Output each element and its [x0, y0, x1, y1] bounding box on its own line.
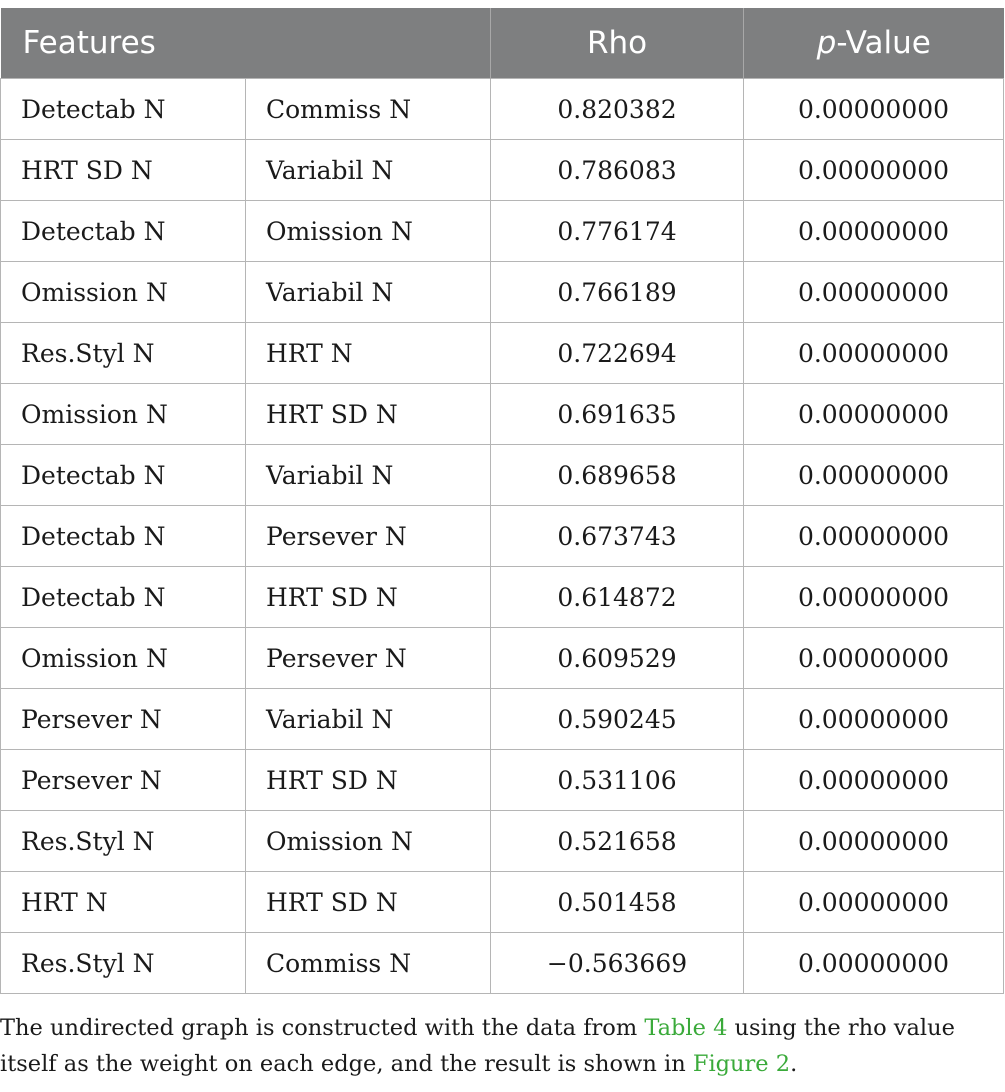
p-value-cell: 0.00000000 [744, 384, 1004, 445]
rho-cell: 0.776174 [491, 201, 744, 262]
p-value-cell: 0.00000000 [744, 201, 1004, 262]
feature-a-cell: Detectab N [1, 201, 246, 262]
p-value-cell: 0.00000000 [744, 689, 1004, 750]
table-row [1, 567, 1004, 628]
header-features: Features [1, 8, 491, 79]
feature-b-cell: Persever N [246, 506, 491, 567]
p-value-cell: 0.00000000 [744, 445, 1004, 506]
rho-cell: 0.722694 [491, 323, 744, 384]
feature-b-cell: HRT SD N [246, 567, 491, 628]
p-value-cell: 0.00000000 [744, 750, 1004, 811]
p-value-cell: 0.00000000 [744, 79, 1004, 140]
feature-a-cell: Detectab N [1, 567, 246, 628]
table-4-link[interactable]: Table 4 [644, 1015, 728, 1041]
p-value-cell: 0.00000000 [744, 567, 1004, 628]
rho-cell: 0.766189 [491, 262, 744, 323]
feature-b-cell: HRT N [246, 323, 491, 384]
p-value-cell: 0.00000000 [744, 811, 1004, 872]
table-row [1, 384, 1004, 445]
caption-text-2: using the rho value itself as the weight on each edge, and the result is shown in [0, 1015, 955, 1077]
rho-cell: 0.689658 [491, 445, 744, 506]
p-value-cell: 0.00000000 [744, 506, 1004, 567]
rho-cell: 0.786083 [491, 140, 744, 201]
header-p-italic: p [816, 25, 837, 61]
p-value-cell: 0.00000000 [744, 872, 1004, 933]
p-value-cell: 0.00000000 [744, 933, 1004, 994]
feature-a-cell: Res.Styl N [1, 323, 246, 384]
feature-b-cell: HRT SD N [246, 750, 491, 811]
table-row [1, 750, 1004, 811]
feature-a-cell: Persever N [1, 750, 246, 811]
feature-b-cell: Commiss N [246, 79, 491, 140]
header-rho: Rho [491, 8, 744, 79]
table-caption [0, 1010, 1000, 1082]
rho-cell: 0.590245 [491, 689, 744, 750]
rho-cell: 0.531106 [491, 750, 744, 811]
feature-b-cell: Commiss N [246, 933, 491, 994]
table-row [1, 872, 1004, 933]
table-row [1, 689, 1004, 750]
feature-b-cell: Variabil N [246, 262, 491, 323]
feature-a-cell: Detectab N [1, 445, 246, 506]
rho-cell: 0.820382 [491, 79, 744, 140]
rho-cell: 0.521658 [491, 811, 744, 872]
table-row [1, 445, 1004, 506]
table-row [1, 79, 1004, 140]
feature-b-cell: Variabil N [246, 140, 491, 201]
p-value-cell: 0.00000000 [744, 262, 1004, 323]
feature-b-cell: HRT SD N [246, 872, 491, 933]
header-p-value [744, 8, 1004, 79]
p-value-cell: 0.00000000 [744, 323, 1004, 384]
figure-2-link[interactable]: Figure 2 [692, 1051, 791, 1077]
feature-b-cell: HRT SD N [246, 384, 491, 445]
feature-a-cell: HRT N [1, 872, 246, 933]
table-row [1, 323, 1004, 384]
table-row [1, 262, 1004, 323]
rho-cell: −0.563669 [491, 933, 744, 994]
table-row [1, 933, 1004, 994]
feature-a-cell: Persever N [1, 689, 246, 750]
rho-cell: 0.614872 [491, 567, 744, 628]
rho-cell: 0.673743 [491, 506, 744, 567]
rho-cell: 0.609529 [491, 628, 744, 689]
table-row [1, 811, 1004, 872]
header-p-suffix: -Value [836, 25, 931, 61]
table-row [1, 201, 1004, 262]
feature-b-cell: Persever N [246, 628, 491, 689]
rho-cell: 0.501458 [491, 872, 744, 933]
table-row [1, 506, 1004, 567]
feature-a-cell: Detectab N [1, 506, 246, 567]
table-body [1, 79, 1004, 994]
table-row [1, 628, 1004, 689]
caption-text-3: . [790, 1051, 798, 1077]
table-header-row [1, 8, 1004, 79]
feature-a-cell: Omission N [1, 384, 246, 445]
feature-a-cell: Omission N [1, 262, 246, 323]
correlation-table-container [0, 8, 1005, 994]
feature-b-cell: Variabil N [246, 689, 491, 750]
correlation-table [0, 8, 1004, 994]
feature-b-cell: Variabil N [246, 445, 491, 506]
p-value-cell: 0.00000000 [744, 628, 1004, 689]
caption-text-1: The undirected graph is constructed with the data from [0, 1015, 645, 1041]
feature-a-cell: Res.Styl N [1, 933, 246, 994]
feature-a-cell: HRT SD N [1, 140, 246, 201]
feature-b-cell: Omission N [246, 201, 491, 262]
rho-cell: 0.691635 [491, 384, 744, 445]
table-row [1, 140, 1004, 201]
feature-a-cell: Omission N [1, 628, 246, 689]
feature-a-cell: Res.Styl N [1, 811, 246, 872]
feature-b-cell: Omission N [246, 811, 491, 872]
feature-a-cell: Detectab N [1, 79, 246, 140]
p-value-cell: 0.00000000 [744, 140, 1004, 201]
